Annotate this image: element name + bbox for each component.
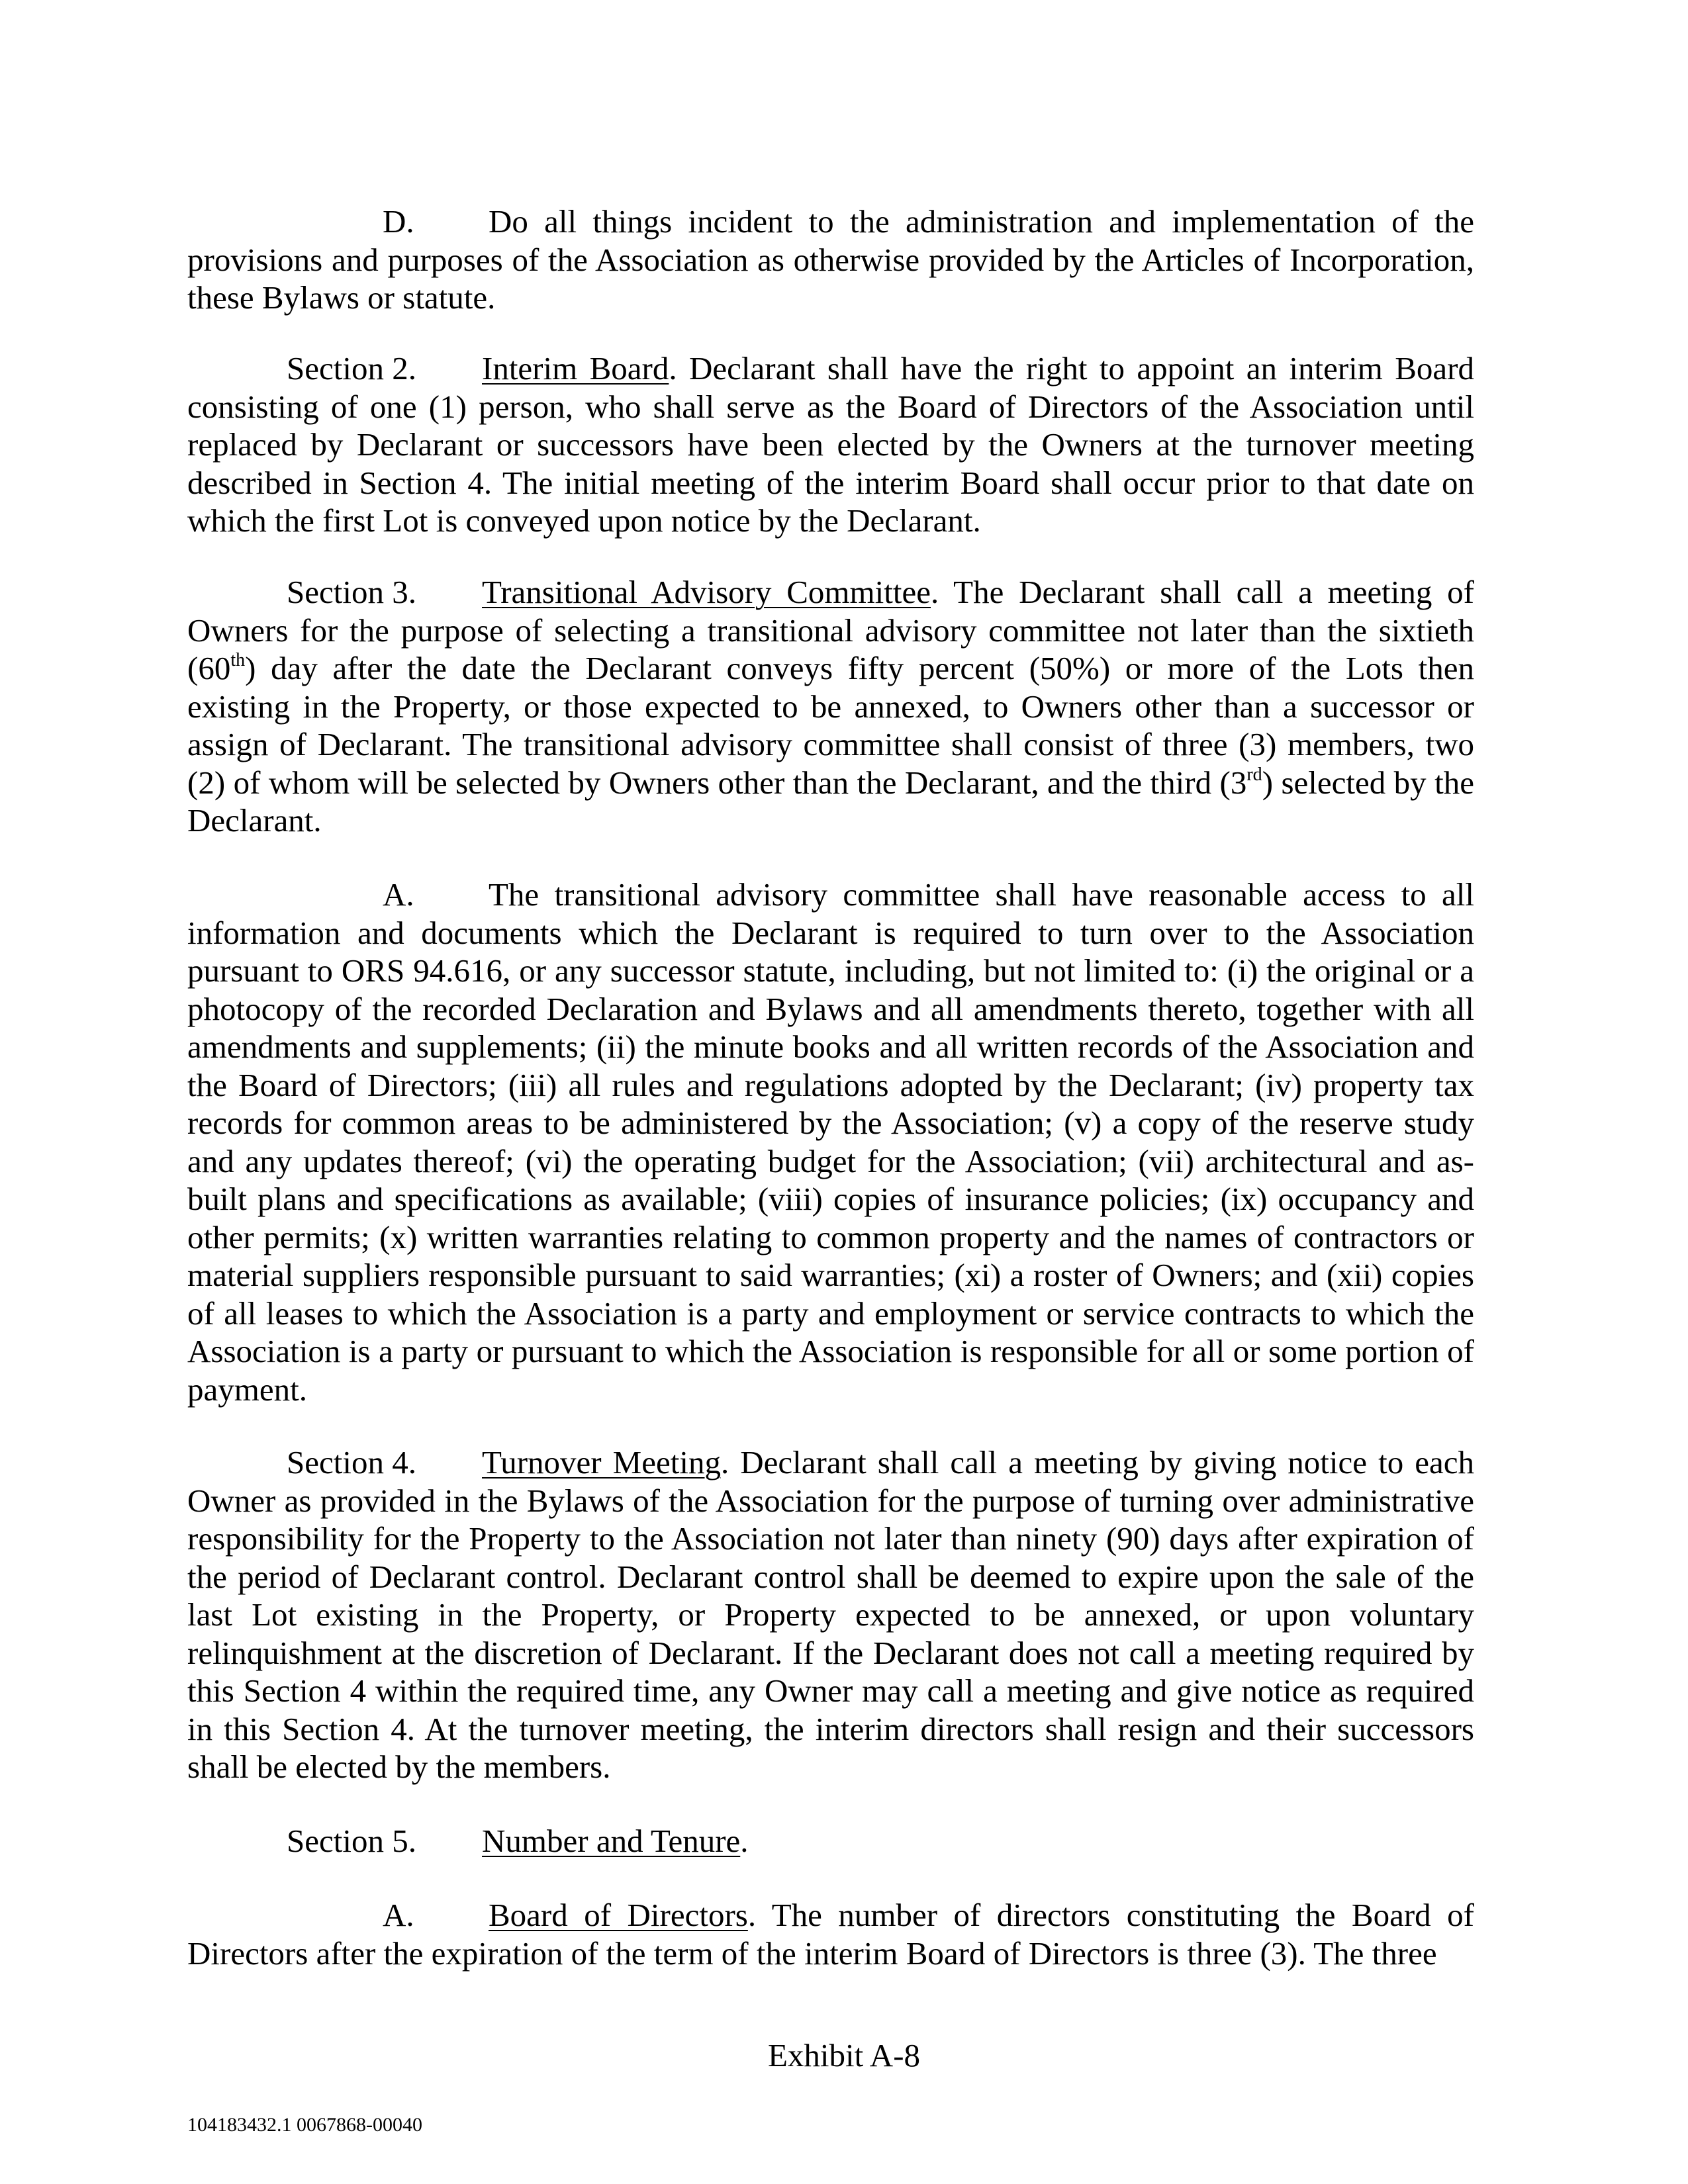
section-5-item-heading-a: Board of Directors: [489, 1897, 748, 1933]
section-4-heading: Turnover Meeting: [482, 1444, 721, 1480]
section-5-label: Section 5.: [287, 1823, 416, 1859]
section-5-heading: Number and Tenure: [482, 1823, 741, 1859]
section-3-label: Section 3.: [287, 574, 416, 610]
paragraph-section-2: [187, 349, 1474, 540]
section-2-text: . Declarant shall have the right to appoint an interim Board consisting of one (1) person, who shall serve as the Board of Directors of the Association until replaced by Declarant or successors have been elected by the Owners at the turnover meeting described in Section 4. The initial meeting of the interim Board shall occur prior to that date on which the first Lot is conveyed upon notice by the Declarant.: [187, 350, 1474, 539]
paragraph-section-3-a: [187, 876, 1474, 1408]
paragraph-section-3: [187, 573, 1474, 840]
paragraph-section-5-a: [187, 1896, 1474, 1972]
section-5-item-text-a: . The number of directors constituting the Board of Directors after the expiration of the term of the interim Board of Directors is three (3). The three: [187, 1897, 1474, 1972]
section-4-text: . Declarant shall call a meeting by giving notice to each Owner as provided in the Bylaws of the Association for the purpose of turning over administrative responsibility for the Property to the Association not later than ninety (90) days after expiration of the period of Declarant control. Declarant control shall be deemed to expire upon the sale of the last Lot existing in the Property, or Property expected to be annexed, or upon voluntary relinquishment at the discretion of Declarant. If the Declarant does not call a meeting required by this Section 4 within the required time, any Owner may call a meeting and give notice as required in this Section 4. At the turnover meeting, the interim directors shall resign and their successors shall be elected by the members.: [187, 1444, 1475, 1785]
section-3-text-3: ) selected by the Declarant.: [187, 764, 1474, 839]
section-3-superscript-rd: rd: [1246, 764, 1262, 785]
section-2-label: Section 2.: [287, 350, 416, 387]
paragraph-section-4: [187, 1443, 1474, 1786]
section-3-text-2: ) day after the date the Declarant conveys fifty percent (50%) or more of the Lots then existing in the Property, or those expected to be annexed, to Owners other than a successor or assign of Declarant. The transitional advisory committee shall consist of three (3) members, two (2) of whom will be selected by Owners other than the Declarant, and the third (3: [187, 650, 1474, 801]
document-id: 104183432.1 0067868-00040: [187, 2114, 422, 2136]
section-2-heading: Interim Board: [482, 350, 669, 387]
item-label-d: D.: [383, 203, 414, 240]
section-3-item-label-a: A.: [383, 876, 414, 913]
section-5-heading-end: .: [740, 1823, 749, 1859]
section-3-item-text-a: The transitional advisory committee shall have reasonable access to all information and documents which the Declarant is required to turn over to the Association pursuant to ORS 94.616, or any successor statute, including, but not limited to: (i) the original or a photocopy of the recorded Declaration and Bylaws and all amendments thereto, together with all amendments and supplements; (ii) the minute books and all written records of the Association and the Board of Directors; (iii) all rules and regulations adopted by the Declarant; (iv) property tax records for common areas to be administered by the Association; (v) a copy of the reserve study and any updates thereof; (vi) the operating budget for the Association; (vii) architectural and as-built plans and specifications as available; (viii) copies of insurance policies; (ix) occupancy and other permits; (x) written warranties relating to common property and the names of contractors or material suppliers responsible pursuant to said warranties; (xi) a roster of Owners; and (xii) copies of all leases to which the Association is a party and employment or service contracts to which the Association is a party or pursuant to which the Association is responsible for all or some portion of payment.: [187, 876, 1474, 1408]
section-5-item-label-a: A.: [383, 1897, 414, 1933]
section-3-text-1: . The Declarant shall call a meeting of Owners for the purpose of selecting a transitional advisory committee not later than the sixtieth (60: [187, 574, 1474, 686]
section-3-heading: Transitional Advisory Committee: [482, 574, 931, 610]
section-4-label: Section 4.: [287, 1444, 416, 1480]
item-text-d: Do all things incident to the administration and implementation of the provisions and purposes of the Association as otherwise provided by the Articles of Incorporation, these Bylaws or statute.: [187, 203, 1474, 316]
exhibit-page-label: Exhibit A-8: [767, 2037, 921, 2073]
paragraph-section-5: [187, 1822, 1474, 1860]
paragraph-d: [187, 203, 1474, 317]
section-3-superscript-th: th: [230, 650, 246, 670]
